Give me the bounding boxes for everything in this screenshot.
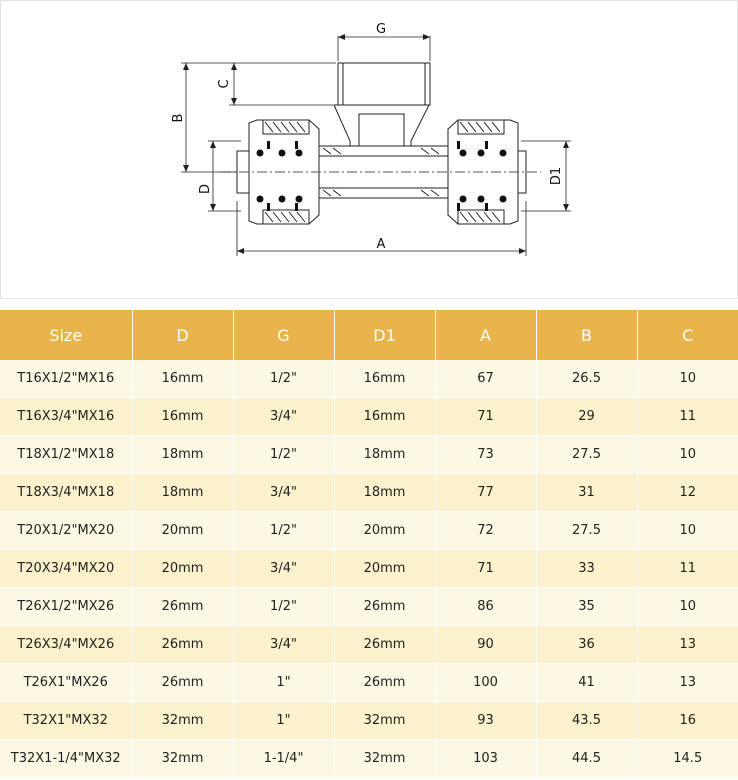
cell-c: 16 (637, 702, 738, 740)
table-row (0, 664, 738, 702)
cell-d: 32mm (132, 740, 233, 778)
cell-d: 16mm (132, 360, 233, 398)
cell-c: 10 (637, 512, 738, 550)
header-a: A (435, 310, 536, 360)
cell-b: 43.5 (536, 702, 637, 740)
cell-b: 41 (536, 664, 637, 702)
cell-d1: 18mm (334, 436, 435, 474)
header-g: G (233, 310, 334, 360)
cell-size: T26X1"MX26 (0, 664, 132, 702)
cell-size: T26X3/4"MX26 (0, 626, 132, 664)
cell-d1: 26mm (334, 664, 435, 702)
cell-c: 10 (637, 360, 738, 398)
cell-d1: 16mm (334, 398, 435, 436)
cell-d1: 20mm (334, 550, 435, 588)
header-c: C (637, 310, 738, 360)
cell-c: 13 (637, 626, 738, 664)
dim-label-a: A (376, 237, 386, 252)
cell-d1: 20mm (334, 512, 435, 550)
cell-d: 18mm (132, 474, 233, 512)
cell-b: 26.5 (536, 360, 637, 398)
table-row (0, 436, 738, 474)
table-row (0, 474, 738, 512)
cell-g: 1" (233, 664, 334, 702)
cell-b: 33 (536, 550, 637, 588)
dim-label-c: C (217, 79, 232, 89)
cell-size: T20X3/4"MX20 (0, 550, 132, 588)
cell-b: 29 (536, 398, 637, 436)
tee-fitting-drawing (1, 1, 737, 298)
cell-c: 10 (637, 436, 738, 474)
table-row (0, 702, 738, 740)
cell-b: 35 (536, 588, 637, 626)
dim-label-d: D (198, 183, 213, 195)
cell-a: 71 (435, 398, 536, 436)
cell-a: 77 (435, 474, 536, 512)
cell-g: 1/2" (233, 360, 334, 398)
cell-d: 32mm (132, 702, 233, 740)
cell-d1: 32mm (334, 740, 435, 778)
cell-a: 93 (435, 702, 536, 740)
table-row (0, 360, 738, 398)
header-d: D (132, 310, 233, 360)
cell-b: 27.5 (536, 512, 637, 550)
cell-b: 27.5 (536, 436, 637, 474)
cell-d: 20mm (132, 550, 233, 588)
cell-g: 1-1/4" (233, 740, 334, 778)
header-d1: D1 (334, 310, 435, 360)
table-row (0, 588, 738, 626)
cell-d: 16mm (132, 398, 233, 436)
cell-size: T18X1/2"MX18 (0, 436, 132, 474)
cell-g: 1/2" (233, 436, 334, 474)
cell-c: 11 (637, 550, 738, 588)
cell-g: 1/2" (233, 588, 334, 626)
dim-label-g: G (375, 22, 387, 37)
spec-table (0, 310, 738, 778)
cell-g: 3/4" (233, 474, 334, 512)
header-size: Size (0, 310, 132, 360)
table-header-row (0, 310, 738, 360)
cell-size: T18X3/4"MX18 (0, 474, 132, 512)
cell-g: 3/4" (233, 550, 334, 588)
cell-g: 1/2" (233, 512, 334, 550)
cell-g: 3/4" (233, 398, 334, 436)
cell-a: 72 (435, 512, 536, 550)
cell-d: 18mm (132, 436, 233, 474)
cell-c: 11 (637, 398, 738, 436)
cell-d: 26mm (132, 588, 233, 626)
cell-size: T20X1/2"MX20 (0, 512, 132, 550)
table-row (0, 398, 738, 436)
header-b: B (536, 310, 637, 360)
cell-a: 90 (435, 626, 536, 664)
cell-b: 36 (536, 626, 637, 664)
cell-a: 86 (435, 588, 536, 626)
cell-d: 26mm (132, 626, 233, 664)
table-row (0, 626, 738, 664)
table-body (0, 360, 738, 778)
cell-size: T32X1-1/4"MX32 (0, 740, 132, 778)
cell-d: 26mm (132, 664, 233, 702)
cell-c: 10 (637, 588, 738, 626)
table-row (0, 550, 738, 588)
cell-a: 71 (435, 550, 536, 588)
cell-a: 67 (435, 360, 536, 398)
cell-d1: 32mm (334, 702, 435, 740)
table-row (0, 740, 738, 778)
cell-c: 13 (637, 664, 738, 702)
table-row (0, 512, 738, 550)
cell-size: T16X1/2"MX16 (0, 360, 132, 398)
cell-d1: 18mm (334, 474, 435, 512)
dim-label-d1: D1 (549, 166, 564, 186)
cell-a: 100 (435, 664, 536, 702)
cell-g: 1" (233, 702, 334, 740)
cell-b: 31 (536, 474, 637, 512)
cell-size: T32X1"MX32 (0, 702, 132, 740)
cell-d1: 26mm (334, 588, 435, 626)
cell-d1: 26mm (334, 626, 435, 664)
cell-a: 103 (435, 740, 536, 778)
cell-size: T26X1/2"MX26 (0, 588, 132, 626)
cell-c: 14.5 (637, 740, 738, 778)
cell-d1: 16mm (334, 360, 435, 398)
cell-size: T16X3/4"MX16 (0, 398, 132, 436)
cell-d: 20mm (132, 512, 233, 550)
cell-a: 73 (435, 436, 536, 474)
cell-b: 44.5 (536, 740, 637, 778)
cell-c: 12 (637, 474, 738, 512)
cell-g: 3/4" (233, 626, 334, 664)
dim-label-b: B (171, 113, 186, 123)
fitting-diagram-panel (0, 0, 738, 299)
